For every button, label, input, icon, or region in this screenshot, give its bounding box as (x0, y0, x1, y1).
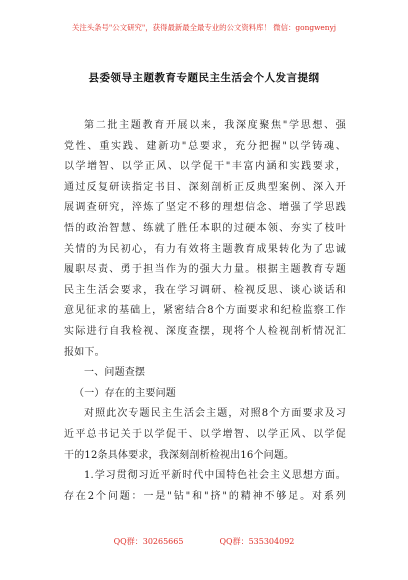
body-line: 第二批主题教育开展以来，我深度聚焦"学思想、强 (84, 120, 346, 131)
header-note: 关注头条号"公文研究"，获得最新最全最专业的公文资料库！ 微信：gongwenyj (71, 23, 337, 32)
body-line: 以学增智、以学正风、以学促干"丰富内涵和实践要求， (64, 161, 346, 173)
section-heading: 一、问题查摆 (84, 367, 146, 379)
footer-qq-group-2: QQ群：535304092 (219, 537, 295, 546)
body-line: 履职尽责、勇于担当作为的强大力量。根据主题教育专题 (64, 264, 346, 276)
body-line: 民主生活会要求，我在学习调研、检视反思、谈心谈话和 (64, 284, 346, 296)
document-title: 县委领导主题教育专题民主生活会个人发言提纲 (88, 72, 320, 84)
body-line: 报如下。 (64, 346, 105, 358)
body-line: 对照此次专题民主生活会主题，对照8个方面要求及习 (84, 408, 346, 420)
footer-contacts (0, 536, 408, 547)
document-body (64, 116, 346, 507)
body-line: 干的12条具体要求，我深刻剖析检视出16个问题。 (64, 449, 295, 461)
body-line: 存在2个问题：一是"钻"和"挤"的精神不够足。对系列 (64, 490, 346, 502)
body-line: 悟的政治智慧、练就了胜任本职的过硬本领、夯实了枝叶 (64, 222, 346, 234)
body-line: 通过反复研读指定书目、深刻剖析正反典型案例、深入开 (64, 181, 346, 193)
footer-qq-group-1: QQ群：30265665 (113, 537, 184, 546)
body-line: 1.学习贯彻习近平新时代中国特色社会主义思想方面。 (84, 470, 346, 482)
subsection-heading: （一）存在的主要问题 (74, 387, 176, 399)
body-line: 近平总书记关于以学促干、以学增智、以学正风、以学促 (64, 428, 346, 440)
body-line: 实际进行自我检视、深度查摆，现将个人检视剖析情况汇 (64, 325, 346, 337)
body-line: 展调查研究，淬炼了坚定不移的理想信念、增强了学思践 (64, 202, 346, 214)
body-line: 意见征求的基础上，紧密结合8个方面要求和纪检监察工作 (64, 305, 346, 317)
body-line: 关情的为民初心，有力有效将主题教育成果转化为了忠诚 (64, 243, 346, 255)
body-line: 党性、重实践、建新功"总要求，充分把握"以学铸魂、 (64, 140, 346, 152)
